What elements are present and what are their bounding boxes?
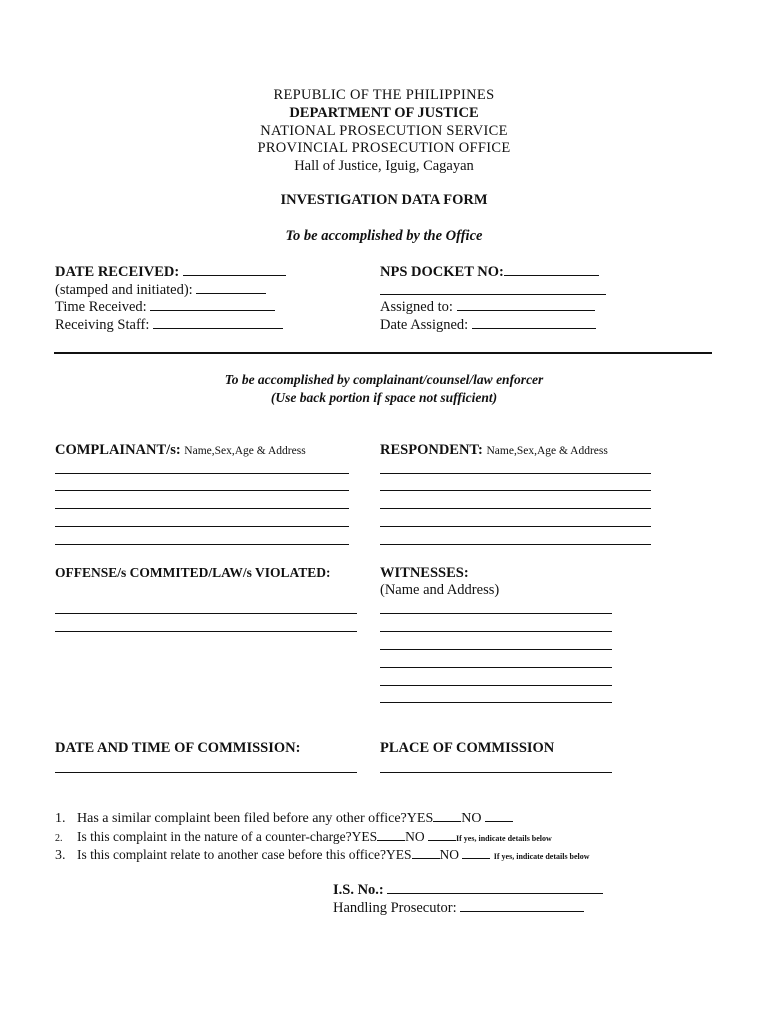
- respondent-heading: [380, 442, 608, 459]
- is-no-field[interactable]: [387, 881, 603, 894]
- time-received-row: [55, 298, 275, 316]
- header-nps: NATIONAL PROSECUTION SERVICE: [260, 123, 508, 139]
- question-number: 2.: [55, 833, 63, 844]
- offense-line[interactable]: [55, 613, 357, 614]
- respondent-line[interactable]: [380, 526, 651, 527]
- witnesses-label: WITNESSES:: [380, 565, 469, 581]
- no-field[interactable]: [462, 846, 490, 859]
- yes-field[interactable]: [433, 809, 461, 822]
- header-department: DEPARTMENT OF JUSTICE: [289, 105, 479, 121]
- nps-docket-extra-line[interactable]: [380, 294, 606, 295]
- question-number: 1.: [55, 811, 66, 826]
- date-received-row: [55, 263, 286, 281]
- header-address: Hall of Justice, Iguig, Cagayan: [294, 158, 474, 174]
- respondent-label: RESPONDENT:: [380, 442, 483, 458]
- date-time-field[interactable]: [55, 772, 357, 773]
- nps-docket-label: NPS DOCKET NO:: [380, 264, 504, 280]
- offense-line[interactable]: [55, 631, 357, 632]
- witness-line[interactable]: [380, 702, 612, 703]
- form-title: INVESTIGATION DATA FORM: [280, 192, 488, 208]
- no-field[interactable]: [428, 828, 456, 841]
- no-label: NO: [461, 811, 482, 826]
- yes-label: YES: [406, 811, 434, 826]
- question-3: [55, 846, 590, 864]
- assigned-to-field[interactable]: [457, 298, 595, 311]
- witnesses-sublabel: (Name and Address): [380, 582, 500, 598]
- complainant-line[interactable]: [55, 490, 349, 491]
- date-received-field[interactable]: [183, 263, 286, 276]
- time-received-field[interactable]: [150, 298, 275, 311]
- question-text: Is this complaint relate to another case before this office?: [77, 847, 387, 862]
- is-no-row: [333, 881, 603, 899]
- question-note: If yes, indicate details below: [456, 834, 552, 843]
- respondent-sublabel: Name,Sex,Age & Address: [486, 445, 608, 457]
- is-no-label: I.S. No.:: [333, 882, 384, 898]
- witness-line[interactable]: [380, 649, 612, 650]
- respondent-line[interactable]: [380, 473, 651, 474]
- respondent-line[interactable]: [380, 544, 651, 545]
- date-time-label: DATE AND TIME OF COMMISSION:: [55, 740, 301, 756]
- respondent-line[interactable]: [380, 490, 651, 491]
- complainant-line[interactable]: [55, 473, 349, 474]
- stamped-field[interactable]: [196, 281, 266, 294]
- stamped-label: (stamped and initiated):: [55, 282, 193, 298]
- respondent-line[interactable]: [380, 508, 651, 509]
- header-republic: REPUBLIC OF THE PHILIPPINES: [273, 87, 495, 103]
- handling-prosecutor-label: Handling Prosecutor:: [333, 900, 457, 916]
- question-text: Is this complaint in the nature of a counter-charge?: [77, 829, 352, 844]
- receiving-staff-label: Receiving Staff:: [55, 317, 150, 333]
- no-label: NO: [439, 847, 460, 862]
- receiving-staff-field[interactable]: [153, 316, 283, 329]
- assigned-to-row: [380, 298, 595, 316]
- complainant-label: COMPLAINANT/s:: [55, 442, 181, 458]
- place-field[interactable]: [380, 772, 612, 773]
- complainant-heading: [55, 442, 306, 459]
- witness-line[interactable]: [380, 685, 612, 686]
- witness-line[interactable]: [380, 667, 612, 668]
- question-2: [55, 828, 552, 845]
- no-field[interactable]: [485, 809, 513, 822]
- question-note: If yes, indicate details below: [493, 852, 590, 861]
- header-provincial-office: PROVINCIAL PROSECUTION OFFICE: [257, 140, 511, 156]
- complainant-line[interactable]: [55, 508, 349, 509]
- place-label: PLACE OF COMMISSION: [380, 740, 555, 756]
- yes-label: YES: [386, 847, 412, 862]
- question-number: 3.: [55, 848, 66, 863]
- witness-line[interactable]: [380, 631, 612, 632]
- offense-label: OFFENSE/s COMMITED/LAW/s VIOLATED:: [55, 565, 331, 580]
- assigned-to-label: Assigned to:: [380, 299, 453, 315]
- receiving-staff-row: [55, 316, 283, 334]
- section-divider: [54, 352, 712, 354]
- no-label: NO: [405, 829, 425, 844]
- question-text: Has a similar complaint been filed before any other office?: [77, 811, 407, 826]
- date-assigned-field[interactable]: [472, 316, 596, 329]
- date-assigned-label: Date Assigned:: [380, 317, 469, 333]
- yes-field[interactable]: [377, 828, 405, 841]
- complainant-section-note: To be accomplished by complainant/counsel/law enforcer: [224, 372, 544, 387]
- time-received-label: Time Received:: [55, 299, 147, 315]
- yes-label: YES: [351, 829, 378, 844]
- yes-field[interactable]: [412, 846, 440, 859]
- office-section-note: To be accomplished by the Office: [285, 228, 483, 244]
- nps-docket-row: [380, 263, 599, 281]
- complainant-sublabel: Name,Sex,Age & Address: [184, 445, 306, 457]
- date-received-label: DATE RECEIVED:: [55, 264, 180, 280]
- complainant-line[interactable]: [55, 544, 349, 545]
- witness-line[interactable]: [380, 613, 612, 614]
- date-assigned-row: [380, 316, 596, 334]
- question-1: [55, 809, 513, 827]
- complainant-section-subnote: (Use back portion if space not sufficient): [270, 390, 498, 405]
- handling-prosecutor-field[interactable]: [460, 899, 584, 912]
- handling-prosecutor-row: [333, 899, 584, 917]
- nps-docket-field[interactable]: [504, 263, 599, 276]
- stamped-row: [55, 281, 266, 299]
- complainant-line[interactable]: [55, 526, 349, 527]
